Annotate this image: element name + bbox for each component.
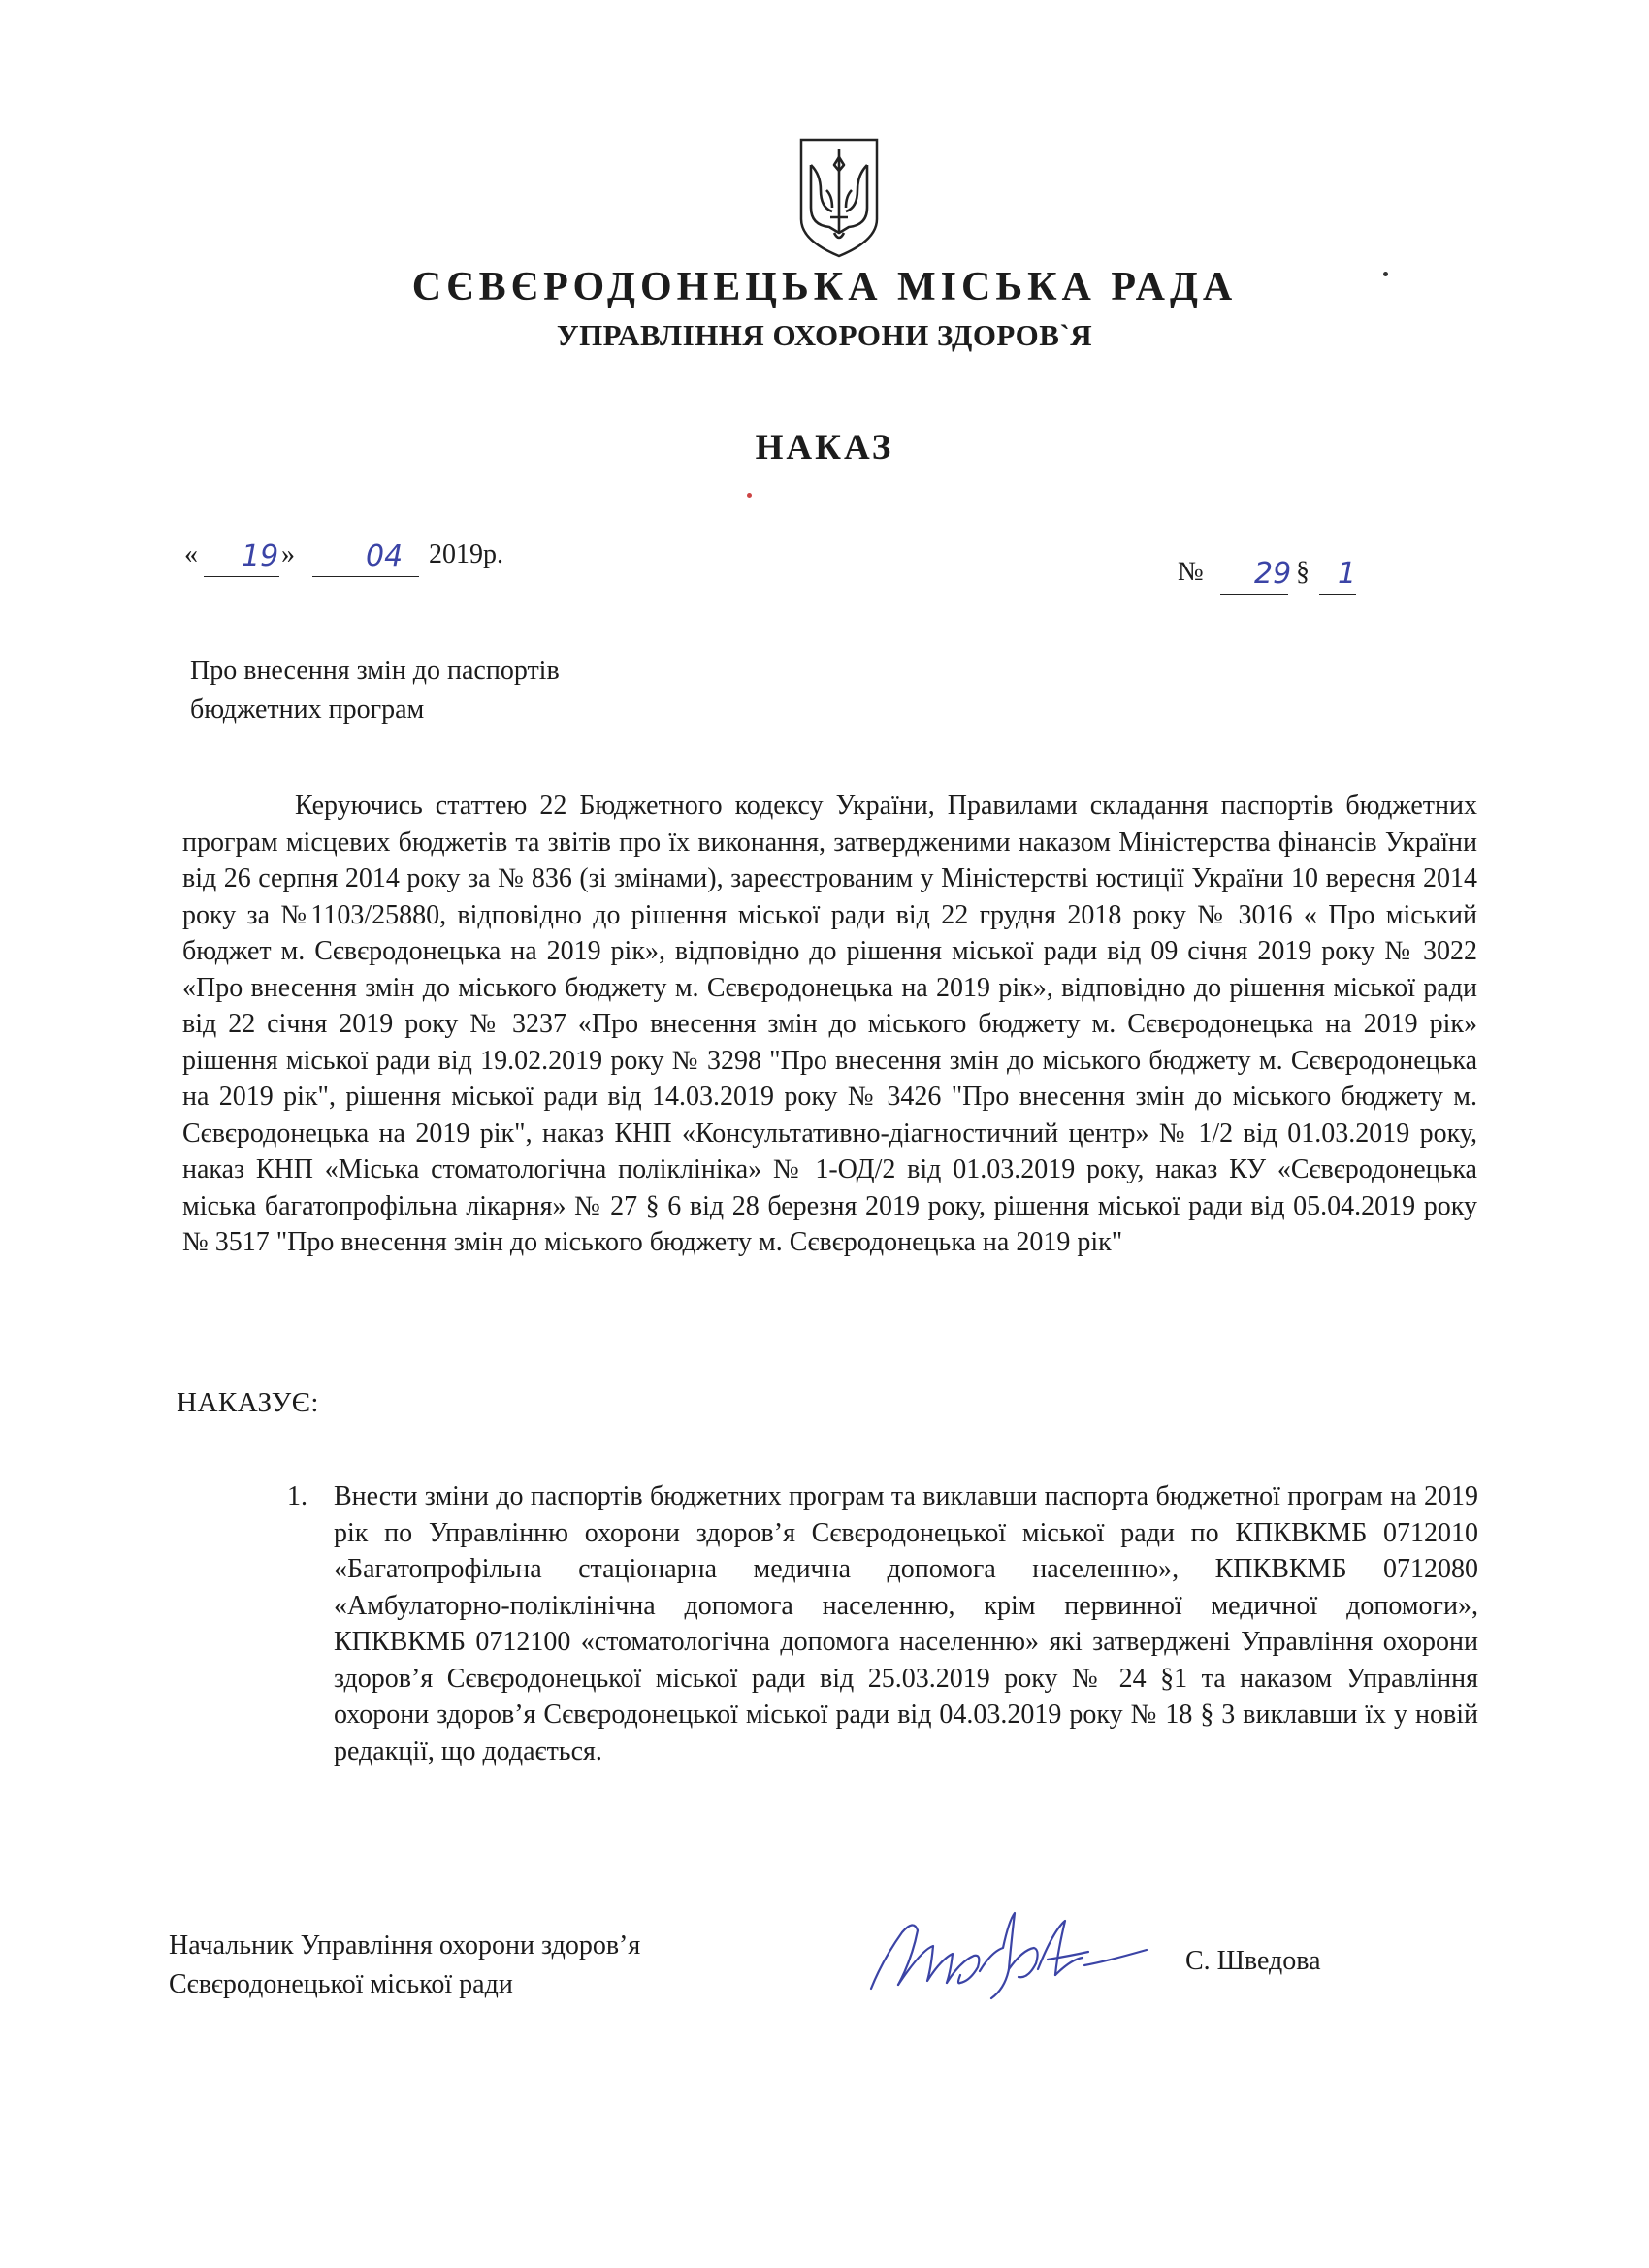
date-open-quote: « <box>184 539 198 569</box>
preamble-paragraph: Керуючись статтею 22 Бюджетного кодексу України, Правилами складання паспортів бюджетних програм місцевих бюджетів та звітів про їх виконання, затвердженими наказом Міністерства фінансів України від 26 серпня 2014 року за № 836 (зі змінами), зареєстрованим у Міністерстві юстиції України 10 вересня 2014 року за №1103/25880, відповідно до рішення міської ради від 22 грудня 2018 року № 3016 « Про міський бюджет м. Сєвєродонецька на 2019 рік», відповідно до рішення міської ради від 09 січня 2019 року № 3022 «Про внесення змін до міського бюджету м. Сєвєродонецька на 2019 рік», відповідно до рішення міської ради від 22 січня 2019 року № 3237 «Про внесення змін до міського бюджету м. Сєвєродонецька на 2019 рік» рішення міської ради від 19.02.2019 року № 3298 "Про внесення змін до міського бюджету м. Сєвєродонецька на 2019 рік", рішення міської ради від 14.03.2019 року № 3426 "Про внесення змін до міського бюджету м. Сєвєродонецька на 2019 рік", наказ КНП «Консультативно-діагностичний центр» № 1/2 від 01.03.2019 року, наказ КНП «Міська стоматологічна поліклініка» № 1-ОД/2 від 01.03.2019 року, наказ КУ «Сєвєродонецька міська багатопрофільна лікарня» № 27 § 6 від 28 березня 2019 року, рішення міської ради від 05.04.2019 року № 3517 "Про внесення змін до міського бюджету м. Сєвєродонецька на 2019 рік" <box>182 791 1477 1257</box>
handwritten-signature <box>863 1892 1154 2008</box>
ink-dot <box>1383 272 1388 276</box>
signatory-title-line: Начальник Управління охорони здоров’я <box>169 1930 641 1960</box>
signatory-title <box>169 1927 640 2004</box>
number-sign: № <box>1178 557 1204 587</box>
date-day-field <box>204 539 279 577</box>
date-day: 19 <box>242 539 279 573</box>
document-type-title: НАКАЗ <box>755 428 894 468</box>
date-year: 2019р. <box>429 539 503 569</box>
date-month-field <box>312 539 419 577</box>
subject-line: бюджетних програм <box>190 695 425 725</box>
subject-line: Про внесення змін до паспортів <box>190 656 560 686</box>
order-item-number: 1. <box>287 1481 307 1511</box>
order-subject <box>190 652 560 729</box>
order-item-text: Внести зміни до паспортів бюджетних програм та виклавши паспорта бюджетної програм на 2019 рік по Управлінню охорони здоров’я Сєвєродонецької міської ради по КПКВКМБ 0712010 «Багатопрофільна стаціонарна медична допомога населенню», КПКВКМБ 0712080 «Амбулаторно-поліклінічна допомога населенню, крім первинної медичної допомоги», КПКВКМБ 0712100 «стоматологічна допомога населенню» які затверджені Управління охорони здоров’я Сєвєродонецької міської ради від 25.03.2019 року № 24 §1 та наказом Управління охорони здоров’я Сєвєродонецької міської ради від 04.03.2019 року № 18 § 3 виклавши їх у новій редакції, що додається. <box>334 1481 1478 1766</box>
date-close-quote: » <box>281 539 295 569</box>
coat-of-arms-icon <box>797 136 881 260</box>
orders-label: НАКАЗУЄ: <box>177 1387 319 1418</box>
section-sign: § <box>1296 557 1310 587</box>
section-value: 1 <box>1338 557 1357 591</box>
signatory-name: С. Шведова <box>1185 1946 1321 1976</box>
date-month: 04 <box>366 539 404 573</box>
section-field <box>1319 557 1356 595</box>
city-council-title: СЄВЄРОДОНЕЦЬКА МІСЬКА РАДА <box>411 265 1238 309</box>
number-field <box>1220 557 1292 595</box>
department-title: УПРАВЛІННЯ ОХОРОНИ ЗДОРОВ`Я <box>556 318 1093 352</box>
number-value: 29 <box>1254 557 1292 591</box>
signatory-title-line: Сєвєродонецької міської ради <box>169 1969 513 1999</box>
ink-dot <box>747 493 752 498</box>
